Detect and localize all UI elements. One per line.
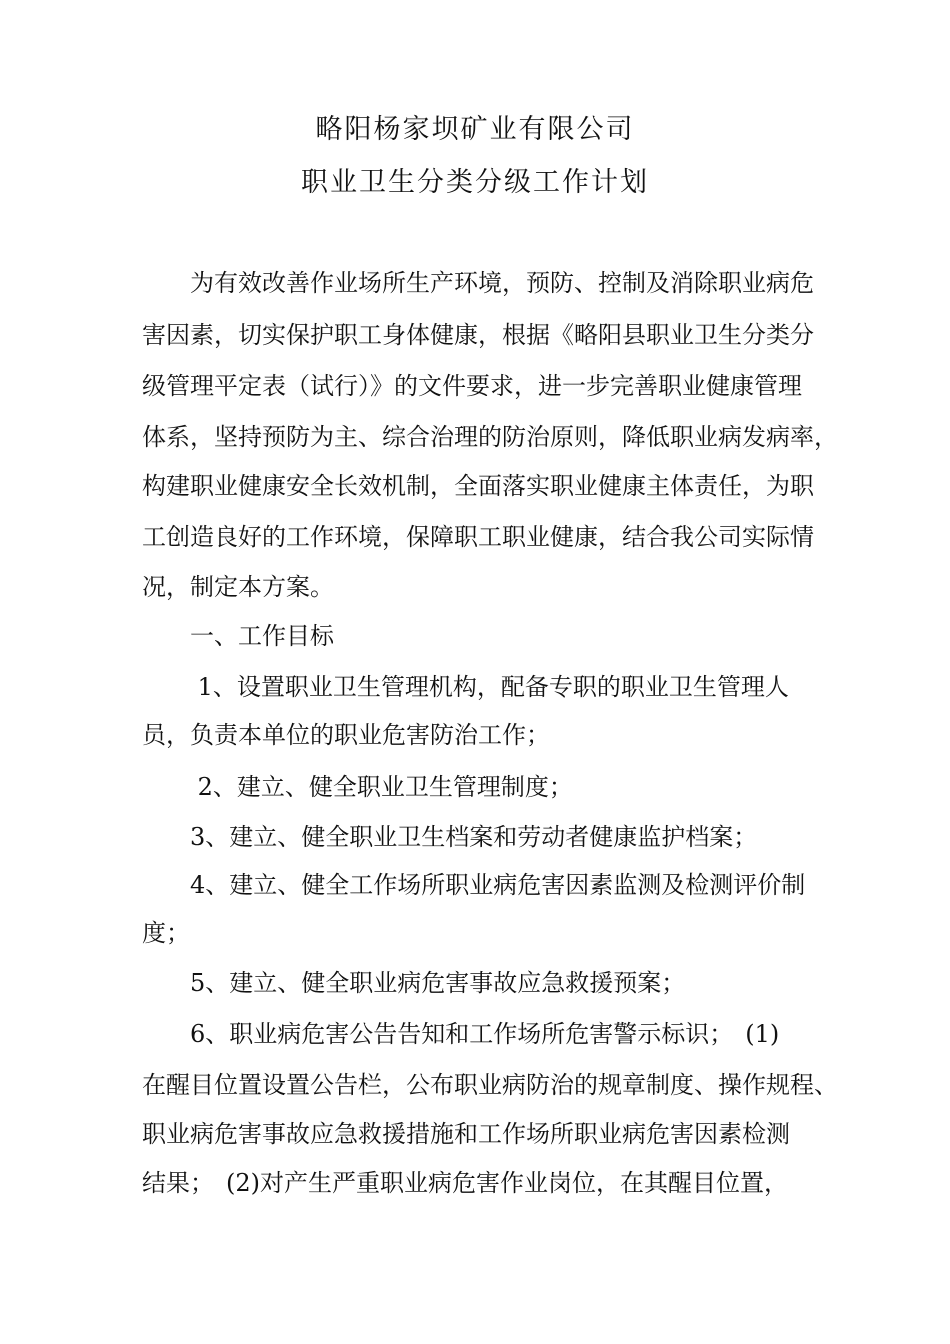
paragraph-line: 职业病危害事故应急救援措施和工作场所职业病危害因素检测 bbox=[142, 1120, 790, 1148]
paragraph-line: 为有效改善作业场所生产环境，预防、控制及消除职业病危 bbox=[142, 269, 814, 297]
paragraph-line: 度； bbox=[142, 919, 190, 947]
section-heading: 一、工作目标 bbox=[142, 622, 334, 650]
paragraph-line: 6、职业病危害公告告知和工作场所危害警示标识； (1) bbox=[142, 1020, 780, 1048]
document-title-plan: 职业卫生分类分级工作计划 bbox=[301, 167, 649, 198]
paragraph-line: 5、建立、健全职业病危害事故应急救援预案； bbox=[142, 969, 686, 997]
paragraph-line: 结果； (2)对产生严重职业病危害作业岗位，在其醒目位置， bbox=[142, 1169, 788, 1197]
paragraph-line: 级管理平定表（试行）》的文件要求，进一步完善职业健康管理 bbox=[142, 372, 802, 400]
paragraph-line: 4、建立、健全工作场所职业病危害因素监测及检测评价制 bbox=[142, 871, 806, 899]
paragraph-line: 2、建立、健全职业卫生管理制度； bbox=[142, 773, 573, 801]
paragraph-line: 工创造良好的工作环境，保障职工职业健康，结合我公司实际情 bbox=[142, 523, 814, 551]
paragraph-line: 体系，坚持预防为主、综合治理的防治原则，降低职业病发病率， bbox=[142, 423, 838, 451]
paragraph-line: 员，负责本单位的职业危害防治工作； bbox=[142, 721, 550, 749]
document-title-company: 略阳杨家坝矿业有限公司 bbox=[315, 114, 635, 145]
paragraph-line: 构建职业健康安全长效机制，全面落实职业健康主体责任，为职 bbox=[142, 472, 814, 500]
paragraph-line: 害因素，切实保护职工身体健康，根据《略阳县职业卫生分类分 bbox=[142, 321, 814, 349]
paragraph-line: 在醒目位置设置公告栏，公布职业病防治的规章制度、操作规程、 bbox=[142, 1071, 838, 1099]
paragraph-line: 1、设置职业卫生管理机构，配备专职的职业卫生管理人 bbox=[142, 673, 789, 701]
paragraph-line: 3、建立、健全职业卫生档案和劳动者健康监护档案； bbox=[142, 823, 758, 851]
paragraph-line: 况，制定本方案。 bbox=[142, 573, 334, 601]
